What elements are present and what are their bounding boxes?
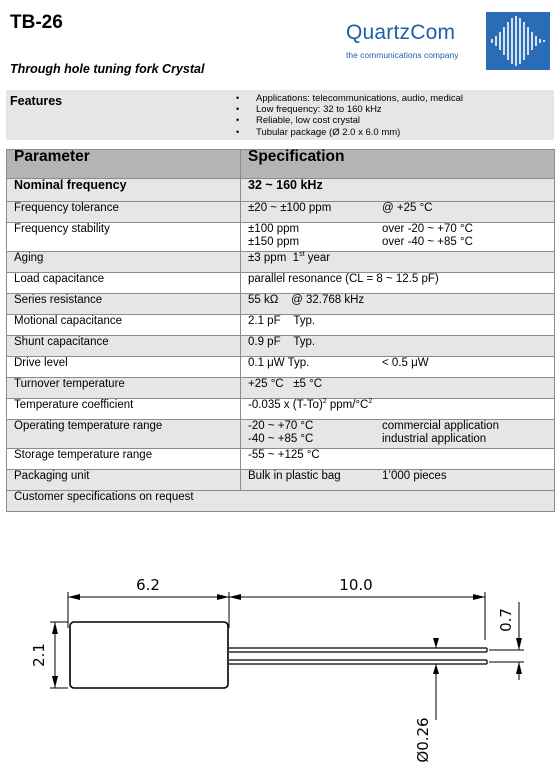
param-shunt-capacitance: Shunt capacitance	[7, 336, 241, 357]
spec-storage-temperature: -55 ~ +125 °C	[241, 449, 555, 470]
table-row	[7, 315, 555, 336]
header-specification: Specification	[241, 150, 555, 179]
spec-value: ±3 ppm	[248, 252, 287, 264]
product-subtitle: Through hole tuning fork Crystal	[10, 62, 205, 76]
param-series-resistance: Series resistance	[7, 294, 241, 315]
feature-item: • Reliable, low cost crystal	[236, 115, 463, 126]
table-row	[7, 202, 555, 223]
features-box	[6, 90, 554, 140]
table-row	[7, 357, 555, 378]
table-row	[7, 378, 555, 399]
spec-condition: commercial application	[382, 420, 499, 432]
spec-exponent: 2	[368, 398, 373, 406]
spec-condition: Typ.	[293, 336, 316, 348]
table-row	[7, 252, 555, 273]
table-row	[7, 420, 555, 449]
param-drive-level: Drive level	[7, 357, 241, 378]
header-parameter: Parameter	[7, 150, 241, 179]
body-length-label: 6.2	[136, 576, 160, 594]
table-row	[7, 470, 555, 491]
logo-name: QuartzCom	[346, 21, 456, 44]
spec-operating-temperature	[241, 420, 555, 449]
spec-value: -40 ~ +85 °C	[248, 433, 314, 445]
spec-value: 0.9 pF	[248, 336, 281, 348]
spec-condition: Typ.	[293, 315, 316, 327]
spec-value: 0.1 μW Typ.	[248, 357, 310, 369]
spec-condition: over -40 ~ +85 °C	[382, 236, 473, 248]
spec-frequency-tolerance	[241, 202, 555, 223]
spec-value: Bulk in plastic bag	[248, 470, 341, 482]
spec-value: -20 ~ +70 °C	[248, 420, 314, 432]
nominal-frequency-row	[7, 179, 555, 202]
spec-condition: ±5 °C	[293, 378, 323, 390]
spec-value: 55 kΩ	[248, 294, 279, 306]
diameter-label: 2.1	[30, 643, 48, 667]
package-drawing	[0, 540, 560, 764]
quartzcom-logo	[342, 8, 552, 76]
table-row	[7, 223, 555, 252]
spec-temperature-coefficient	[241, 399, 555, 420]
customer-specifications-note: Customer specifications on request	[7, 491, 555, 512]
param-operating-temperature: Operating temperature range	[7, 420, 241, 449]
param-temperature-coefficient: Temperature coefficient	[7, 399, 241, 420]
spec-condition: over -20 ~ +70 °C	[382, 223, 473, 235]
spec-value: ±20 ~ ±100 ppm	[248, 202, 332, 214]
feature-item: • Tubular package (Ø 2.0 x 6.0 mm)	[236, 127, 463, 138]
param-motional-capacitance: Motional capacitance	[7, 315, 241, 336]
features-list	[236, 93, 463, 138]
spec-value: -0.035 x (T-To)	[248, 399, 323, 411]
crystal-body	[70, 622, 228, 688]
spec-value: 2.1 pF	[248, 315, 281, 327]
lead-diameter-label: Ø0.26	[414, 717, 432, 763]
spec-value: ±100 ppm	[248, 223, 300, 235]
spec-series-resistance	[241, 294, 555, 315]
spec-shunt-capacitance	[241, 336, 555, 357]
table-row	[7, 399, 555, 420]
specification-table	[6, 149, 555, 512]
logo-waveform-icon	[486, 12, 550, 70]
spec-exponent: 2	[322, 398, 327, 406]
dimension-arrows	[52, 594, 522, 688]
spec-aging	[241, 252, 555, 273]
spec-packaging-unit	[241, 470, 555, 491]
spec-ordinal-suffix: st	[299, 251, 305, 259]
logo-tagline: the communications company	[346, 50, 459, 60]
dimension-drawing	[0, 540, 560, 764]
spec-condition: @ +25 °C	[382, 202, 433, 214]
spec-condition: @ 32.768 kHz	[291, 294, 365, 306]
table-row	[7, 449, 555, 470]
spec-frequency-stability	[241, 223, 555, 252]
nominal-frequency-label: Nominal frequency	[7, 179, 241, 202]
table-row	[7, 273, 555, 294]
spec-drive-level	[241, 357, 555, 378]
param-aging: Aging	[7, 252, 241, 273]
table-row	[7, 336, 555, 357]
feature-item: • Low frequency: 32 to 160 kHz	[236, 104, 463, 115]
table-row	[7, 294, 555, 315]
lead-spacing-label: 0.7	[497, 608, 515, 632]
param-turnover-temperature: Turnover temperature	[7, 378, 241, 399]
spec-unit: year	[307, 252, 331, 264]
table-footer-row	[7, 491, 555, 512]
spec-value: +25 °C	[248, 378, 284, 390]
spec-condition: < 0.5 μW	[382, 357, 429, 369]
param-load-capacitance: Load capacitance	[7, 273, 241, 294]
spec-value: ±150 ppm	[248, 236, 300, 248]
lead-length-label: 10.0	[339, 576, 373, 594]
param-packaging-unit: Packaging unit	[7, 470, 241, 491]
features-label: Features	[10, 94, 63, 108]
spec-load-capacitance: parallel resonance (CL = 8 ~ 12.5 pF)	[241, 273, 555, 294]
spec-ordinal: 1	[292, 252, 300, 264]
model-title: TB-26	[10, 12, 63, 33]
feature-item: • Applications: telecommunications, audio, medical	[236, 93, 463, 104]
spec-unit: ppm/°C	[329, 399, 369, 411]
spec-condition: 1’000 pieces	[382, 470, 447, 482]
param-frequency-tolerance: Frequency tolerance	[7, 202, 241, 223]
spec-condition: industrial application	[382, 433, 487, 445]
spec-turnover-temperature	[241, 378, 555, 399]
spec-motional-capacitance	[241, 315, 555, 336]
nominal-frequency-value: 32 ~ 160 kHz	[241, 179, 555, 202]
param-storage-temperature: Storage temperature range	[7, 449, 241, 470]
param-frequency-stability: Frequency stability	[7, 223, 241, 252]
table-header-row	[7, 150, 555, 179]
